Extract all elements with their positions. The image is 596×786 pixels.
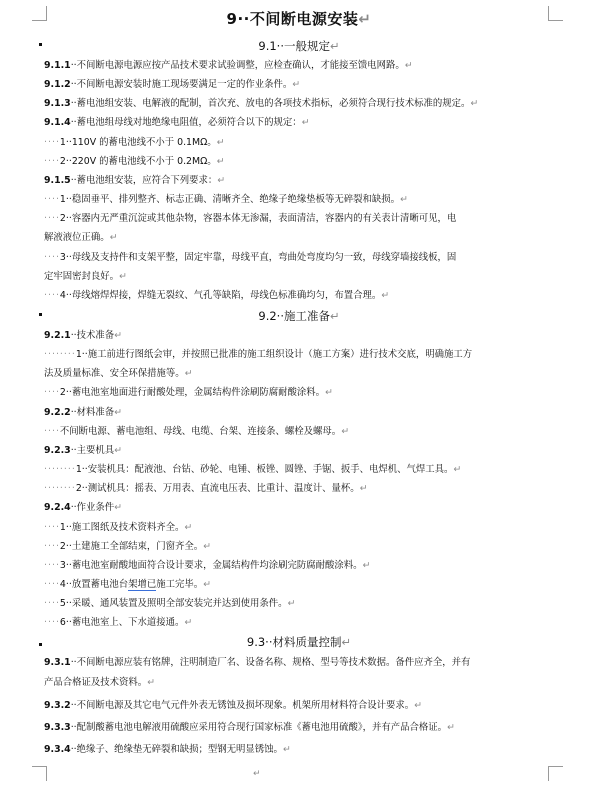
list-item-continuation: 法及质量标准、安全环保措施等。↵ [44, 368, 193, 379]
clause-continuation: 产品合格证及技术资料。↵ [44, 677, 155, 688]
list-item: ····3··母线及支持件和支架平整，固定牢靠，母线平直，弯曲处弯度均匀一致，母线穿墙接线板，固 [44, 252, 457, 263]
list-item: ····5··采暖、通风装置及照明全部安装完并达到使用条件。↵ [44, 598, 296, 609]
chapter-title: 9··不间断电源安装↵ [226, 10, 372, 28]
page-corner-mark-bottom-left [32, 766, 47, 781]
clause-9-1-4: 9.1.4··蓄电池组母线对地绝缘电阻值，必须符合以下的规定：↵ [44, 117, 310, 128]
clause-9-3-4: 9.3.4··绝缘子、绝缘垫无碎裂和缺损；型钢无明显锈蚀。↵ [44, 744, 291, 755]
clause-9-3-2: 9.3.2··不间断电源及其它电气元件外表无锈蚀及损坏现象。机架所用材料符合设计要求。↵ [44, 700, 423, 711]
list-item: ····1··110V 的蓄电池线不小于 0.1MΩ。↵ [44, 137, 225, 148]
list-item: ····3··蓄电池室耐酸地面符合设计要求，金属结构件均涂刷完防腐耐酸涂料。↵ [44, 560, 371, 571]
list-item: ····2··土建施工全部结束，门窗齐全。↵ [44, 541, 211, 552]
list-item: ····1··稳固垂平、排列整齐、标志正确、清晰齐全、绝缘子绝缘垫板等无碎裂和缺损。↵ [44, 194, 408, 205]
list-item-continuation: 解液液位正确。↵ [44, 232, 118, 243]
page-corner-mark-bottom-right [548, 766, 563, 781]
clause-9-2-4: 9.2.4··作业条件↵ [44, 502, 123, 513]
paragraph-bullet [39, 43, 42, 46]
list-item: ········1··施工前进行图纸会审，并按照已批准的施工组织设计（施工方案）进行技术交底，明确施工方 [44, 349, 473, 360]
list-item: ····2··220V 的蓄电池线不小于 0.2MΩ。↵ [44, 156, 225, 167]
clause-9-3-3: 9.3.3··配制酸蓄电池电解液用硫酸应采用符合现行国家标准《蓄电池用硫酸》，并有产品合格证。↵ [44, 722, 455, 733]
list-item: ····1··施工图纸及技术资料齐全。↵ [44, 522, 193, 533]
clause-9-1-3: 9.1.3··蓄电池组安装、电解液的配制，首次充、放电的各项技术指标，必须符合现行技术标准的规定。↵ [44, 98, 479, 109]
list-item: ····不间断电源、蓄电池组、母线、电缆、台架、连接条、螺栓及螺母。↵ [44, 426, 350, 437]
list-item: ········2··测试机具：摇表、万用表、直流电压表、比重计、温度计、量杯。↵ [44, 483, 368, 494]
list-item: ····6··蓄电池室上、下水道接通。↵ [44, 617, 193, 628]
spellcheck-underline[interactable]: 架增已 [128, 579, 157, 590]
paragraph-bullet [39, 313, 42, 316]
paragraph-bullet [39, 643, 42, 646]
clause-9-3-1: 9.3.1··不间断电源应装有铭牌，注明制造厂名、设备名称、规格、型号等技术数据。备件应齐全，并有 [44, 657, 471, 668]
section-heading-9-2: 9.2··施工准备↵ [44, 308, 554, 324]
end-paragraph-mark: ↵ [253, 769, 261, 779]
clause-9-1-2: 9.1.2··不间断电源安装时施工现场要满足一定的作业条件。↵ [44, 79, 301, 90]
list-item: ····2··容器内无严重沉淀或其他杂物，容器本体无渗漏，表面清洁，容器内的有关表计清晰可见，电 [44, 213, 457, 224]
list-item: ····4··放置蓄电池台架增已施工完毕。↵ [44, 579, 211, 590]
list-item: ········1··安装机具：配液池、台钻、砂轮、电锤、板锉、圆锉、手锯、扳手、电焊机、气焊工具。↵ [44, 464, 462, 475]
clause-9-2-2: 9.2.2··材料准备↵ [44, 407, 123, 418]
list-item: ····2··蓄电池室地面进行耐酸处理，金属结构件涂刷防腐耐酸涂料。↵ [44, 387, 333, 398]
section-heading-9-1: 9.1··一般规定↵ [44, 38, 554, 54]
list-item: ····4··母线熔焊焊接，焊缝无裂纹、气孔等缺陷，母线色标准确均匀，布置合理。↵ [44, 290, 390, 301]
clause-9-2-1: 9.2.1··技术准备↵ [44, 330, 123, 341]
list-item-continuation: 定牢固密封良好。↵ [44, 271, 127, 282]
section-heading-9-3: 9.3··材料质量控制↵ [44, 634, 554, 650]
clause-9-2-3: 9.2.3··主要机具↵ [44, 445, 123, 456]
clause-9-1-5: 9.1.5··蓄电池组安装，应符合下列要求：↵ [44, 175, 226, 186]
clause-9-1-1: 9.1.1··不间断电源电源应按产品技术要求试验调整，应检查确认，才能接至馈电网路。↵ [44, 60, 413, 71]
